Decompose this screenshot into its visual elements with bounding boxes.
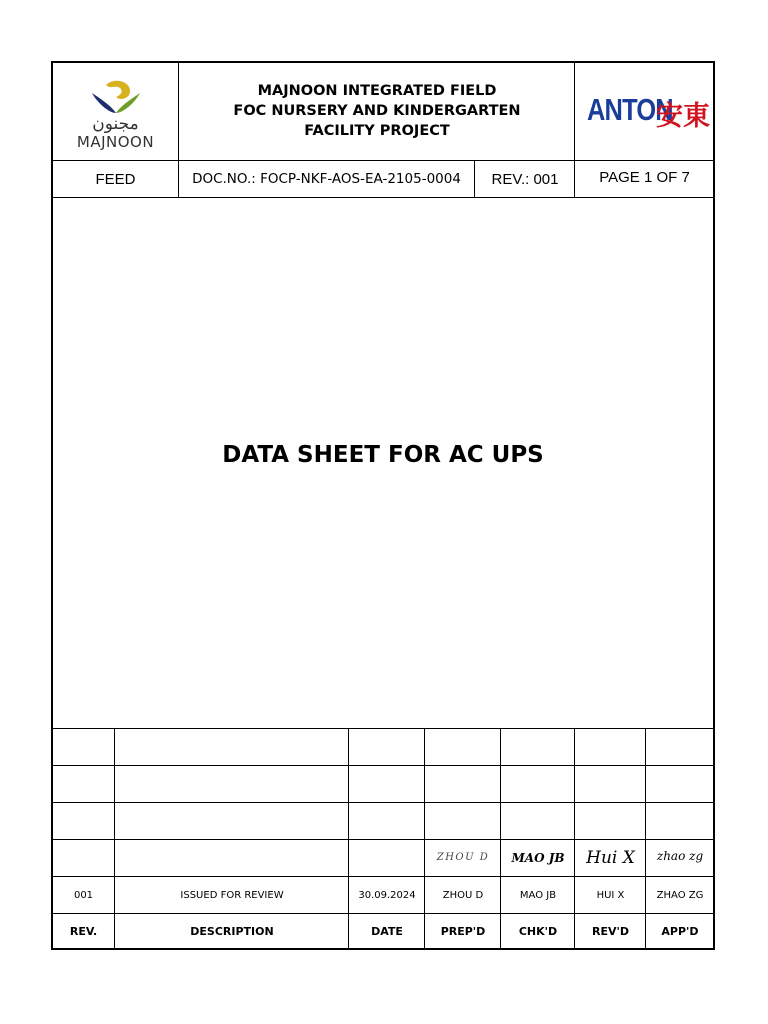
contractor-logo-chinese: 安東: [656, 101, 710, 132]
page-number: PAGE 1 OF 7: [599, 168, 690, 186]
project-title: [180, 63, 574, 159]
signature-appd: zhao zg: [656, 849, 704, 863]
row-prepd: ZHOU D: [442, 889, 484, 901]
header-date: DATE: [371, 925, 403, 938]
row-date: 30.09.2024: [358, 889, 416, 901]
phase-label: FEED: [95, 170, 136, 188]
contractor-logo: [576, 63, 713, 159]
row-revd: HUI X: [596, 889, 625, 901]
revision-label: REV.: 001: [491, 170, 559, 188]
signature-revd: Hui X: [586, 848, 635, 868]
majnoon-emblem-icon: [86, 79, 146, 119]
header-chkd: CHK'D: [518, 925, 558, 938]
project-title-line-3: FACILITY PROJECT: [304, 123, 450, 139]
row-chkd: MAO JB: [519, 889, 557, 901]
header-appd: APP'D: [661, 925, 699, 938]
document-number: DOC.NO.: FOCP-NKF-AOS-EA-2105-0004: [192, 171, 461, 187]
contractor-logo-latin: ANTON: [587, 92, 673, 127]
row-description: ISSUED FOR REVIEW: [180, 889, 284, 901]
row-appd: ZHAO ZG: [656, 889, 704, 901]
header-rev: REV.: [69, 925, 98, 938]
client-logo: [53, 63, 178, 159]
project-title-line-2: FOC NURSERY AND KINDERGARTEN: [233, 103, 521, 119]
signature-chkd: MAO JB: [511, 851, 565, 865]
client-logo-arabic: مجنون: [92, 114, 139, 134]
project-title-line-1: MAJNOON INTEGRATED FIELD: [257, 83, 497, 99]
row-rev: 001: [73, 889, 94, 901]
header-revd: REV'D: [592, 925, 629, 938]
document-title: DATA SHEET FOR AC UPS: [222, 442, 544, 468]
signature-prepd: ZHOU D: [436, 851, 490, 863]
header-description: DESCRIPTION: [190, 925, 274, 938]
client-logo-name: MAJNOON: [76, 133, 155, 151]
header-prepd: PREP'D: [440, 925, 486, 938]
